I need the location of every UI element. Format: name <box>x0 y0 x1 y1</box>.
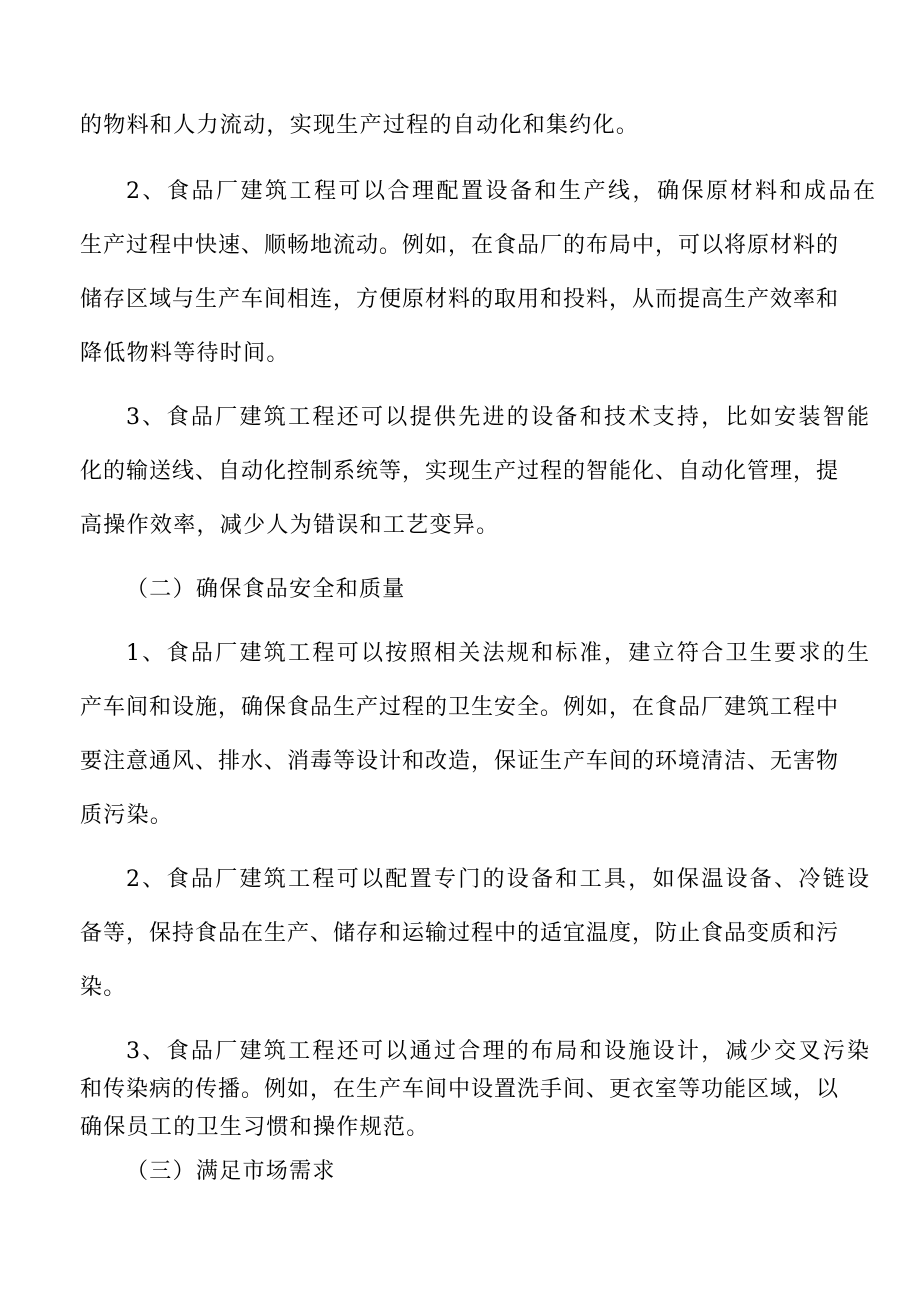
paragraph-line: 2、食品厂建筑工程可以配置专门的设备和工具，如保温设备、冷链设 <box>126 867 872 892</box>
paragraph-line: 3、食品厂建筑工程还可以提供先进的设备和技术支持，比如安装智能 <box>126 405 872 430</box>
paragraph-line: 备等，保持食品在生产、储存和运输过程中的适宜温度，防止食品变质和污 <box>80 921 840 946</box>
paragraph-line: 1、食品厂建筑工程可以按照相关法规和标准，建立符合卫生要求的生 <box>126 641 872 666</box>
paragraph-line: 的物料和人力流动，实现生产过程的自动化和集约化。 <box>80 113 640 138</box>
paragraph-line: 降低物料等待时间。 <box>80 341 290 366</box>
section-heading: （二）确保食品安全和质量 <box>126 577 406 602</box>
paragraph-line: 染。 <box>80 975 127 1000</box>
paragraph-line: 化的输送线、自动化控制系统等，实现生产过程的智能化、自动化管理，提 <box>80 459 840 484</box>
paragraph-line: 产车间和设施，确保食品生产过程的卫生安全。例如，在食品厂建筑工程中 <box>80 695 840 720</box>
section-heading: （三）满足市场需求 <box>126 1159 336 1184</box>
paragraph-line: 2、食品厂建筑工程可以合理配置设备和生产线，确保原材料和成品在 <box>126 179 878 204</box>
paragraph-line: 储存区域与生产车间相连，方便原材料的取用和投料，从而提高生产效率和 <box>80 287 840 312</box>
paragraph-line: 质污染。 <box>80 803 174 828</box>
paragraph-line: 3、食品厂建筑工程还可以通过合理的布局和设施设计，减少交叉污染 <box>126 1039 872 1064</box>
paragraph-line: 确保员工的卫生习惯和操作规范。 <box>80 1115 430 1140</box>
paragraph-line: 高操作效率，减少人为错误和工艺变异。 <box>80 513 500 538</box>
paragraph-line: 要注意通风、排水、消毒等设计和改造，保证生产车间的环境清洁、无害物 <box>80 749 840 774</box>
paragraph-line: 生产过程中快速、顺畅地流动。例如，在食品厂的布局中，可以将原材料的 <box>80 233 840 258</box>
paragraph-line: 和传染病的传播。例如，在生产车间中设置洗手间、更衣室等功能区域，以 <box>80 1077 840 1102</box>
